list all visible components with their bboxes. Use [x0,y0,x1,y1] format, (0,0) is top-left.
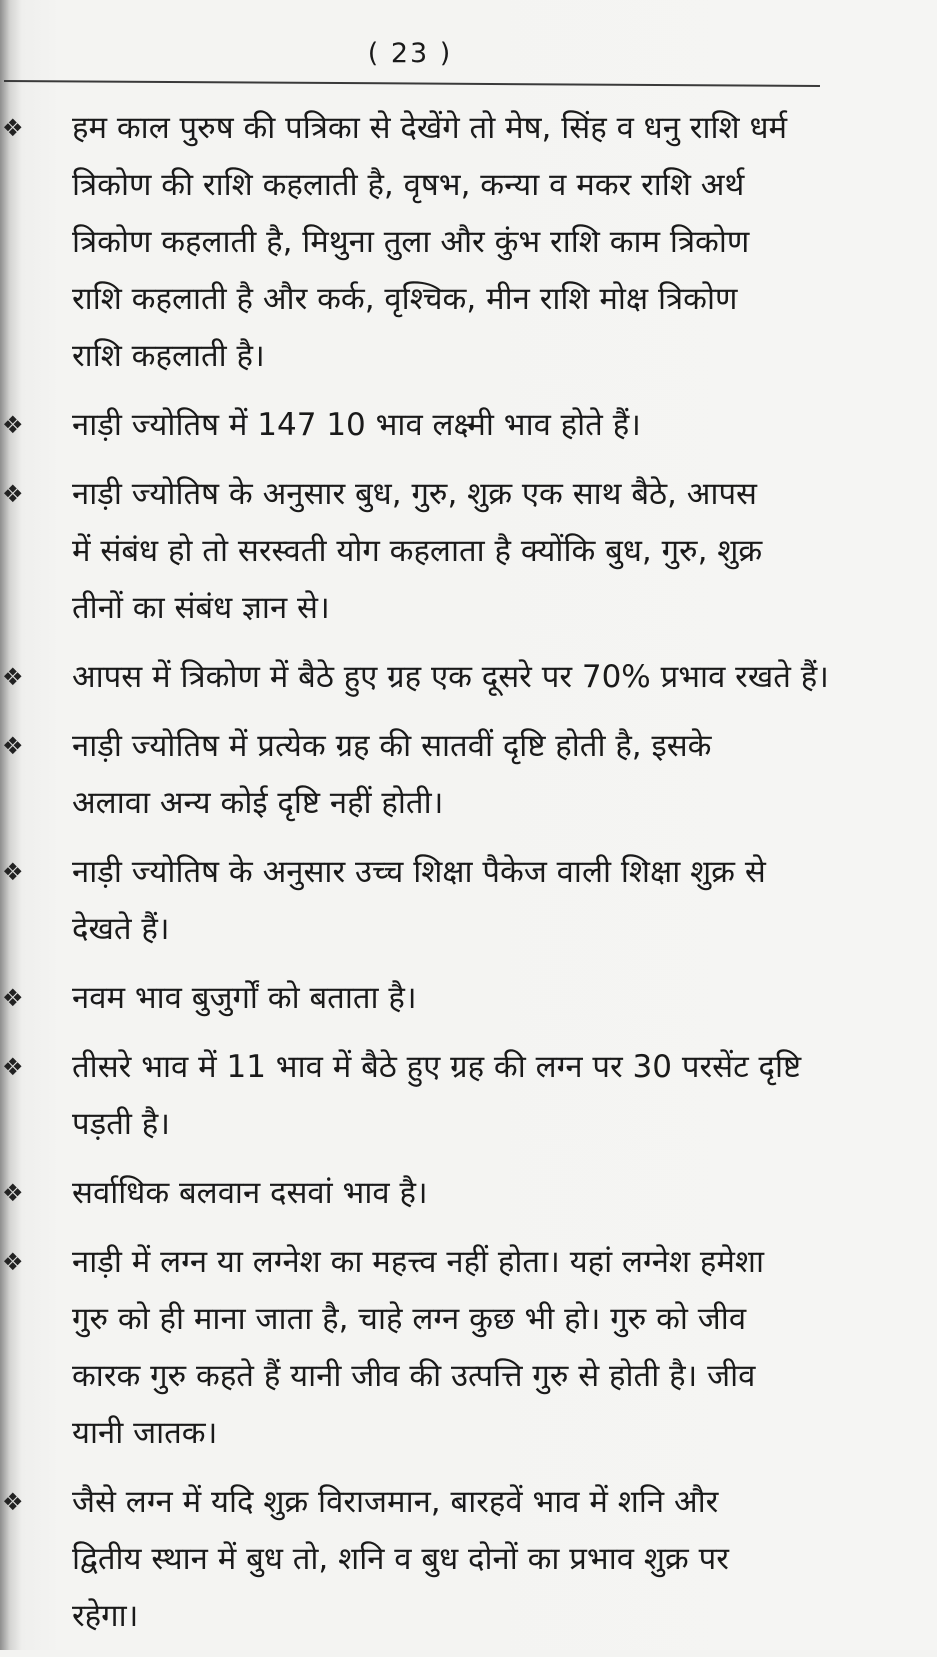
diamond-bullet-icon: ❖ [2,732,24,760]
text-line: तीसरे भाव में 11 भाव में बैठे हुए ग्रह की लग्न पर 30 परसेंट दृष्टि [72,1049,802,1085]
list-item [0,649,830,706]
diamond-bullet-icon: ❖ [2,663,24,691]
text-line: अलावा अन्य कोई दृष्टि नहीं होती। [72,785,444,821]
text-line: हम काल पुरुष की पत्रिका से देखेंगे तो मेष, सिंह व धनु राशि धर्म [72,110,788,146]
text-line: द्वितीय स्थान में बुध तो, शनि व बुध दोनों का प्रभाव शुक्र पर [72,1541,729,1577]
text-line: आपस में त्रिकोण में बैठे हुए ग्रह एक दूसरे पर 70% प्रभाव रखते हैं। [72,659,829,695]
header-rule [4,80,820,87]
list-item [0,397,830,454]
text-line: नाड़ी ज्योतिष में प्रत्येक ग्रह की सातवीं दृष्टि होती है, इसके [72,728,712,764]
text-line: नाड़ी में लग्न या लग्नेश का महत्त्व नहीं होता। यहां लग्नेश हमेशा [72,1244,764,1280]
text-line: राशि कहलाती है और कर्क, वृश्चिक, मीन राशि मोक्ष त्रिकोण [72,281,738,317]
text-line: जैसे लग्न में यदि शुक्र विराजमान, बारहवें भाव में शनि और [72,1484,719,1520]
text-line: नवम भाव बुजुर्गों को बताता है। [72,980,417,1016]
list-item [0,100,830,385]
diamond-bullet-icon: ❖ [2,480,24,508]
text-line: त्रिकोण की राशि कहलाती है, वृषभ, कन्या व मकर राशि अर्थ [72,167,745,203]
text-line: राशि कहलाती है। [72,338,265,374]
text-line: पड़ती है। [72,1106,170,1142]
bullet-list [0,100,830,1657]
list-item [0,466,830,637]
text-line: यानी जातक। [72,1415,218,1451]
diamond-bullet-icon: ❖ [2,984,24,1012]
diamond-bullet-icon: ❖ [2,411,24,439]
text-line: कारक गुरु कहते हैं यानी जीव की उत्पत्ति गुरु से होती है। जीव [72,1358,756,1394]
text-line: नाड़ी ज्योतिष के अनुसार बुध, गुरु, शुक्र एक साथ बैठे, आपस [72,476,758,512]
text-line: सर्वाधिक बलवान दसवां भाव है। [72,1175,428,1211]
text-line: गुरु को ही माना जाता है, चाहे लग्न कुछ भी हो। गुरु को जीव [72,1301,747,1337]
list-item [0,1039,830,1153]
text-line: नाड़ी ज्योतिष में 147 10 भाव लक्ष्मी भाव होते हैं। [72,407,641,443]
diamond-bullet-icon: ❖ [2,1179,24,1207]
diamond-bullet-icon: ❖ [2,858,24,886]
diamond-bullet-icon: ❖ [2,1053,24,1081]
text-line: देखते हैं। [72,911,170,947]
text-line: तीनों का संबंध ज्ञान से। [72,590,330,626]
list-item [0,970,830,1027]
text-line: नाड़ी ज्योतिष के अनुसार उच्च शिक्षा पैकेज वाली शिक्षा शुक्र से [72,854,766,890]
text-line: में संबंध हो तो सरस्वती योग कहलाता है क्योंकि बुध, गुरु, शुक्र [72,533,763,569]
text-line: रहेगा। [72,1598,139,1634]
list-item [0,844,830,958]
text-line: त्रिकोण कहलाती है, मिथुना तुला और कुंभ राशि काम त्रिकोण [72,224,750,260]
diamond-bullet-icon: ❖ [2,114,24,142]
list-item [0,718,830,832]
list-item [0,1474,830,1645]
list-item [0,1234,830,1462]
diamond-bullet-icon: ❖ [2,1248,24,1276]
page-number: ( 23 ) [367,38,453,69]
diamond-bullet-icon: ❖ [2,1488,24,1516]
list-item [0,1165,830,1222]
